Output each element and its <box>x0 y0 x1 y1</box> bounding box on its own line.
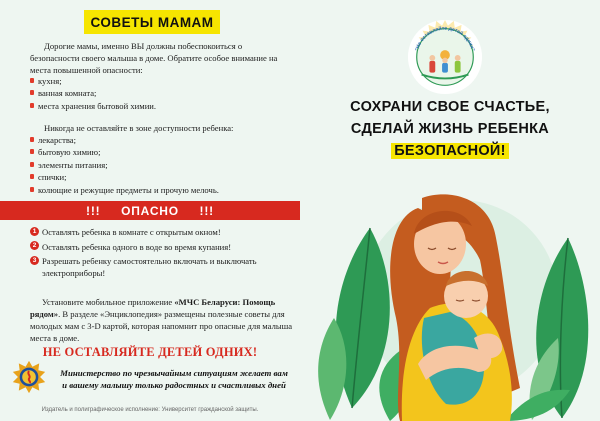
danger-text: Оставлять ребенка в комнате с открытым окном! <box>42 227 221 237</box>
danger-item <box>30 226 292 238</box>
ministry-message <box>56 368 292 391</box>
danger-label: !!! ОПАСНО !!! <box>86 203 214 218</box>
headline-line-3: БЕЗОПАСНОЙ! <box>391 143 509 159</box>
list-item: кухня; <box>30 75 292 87</box>
list-item: лекарства; <box>30 134 292 146</box>
right-page <box>300 0 600 421</box>
page-title: СОВЕТЫ МАМАМ <box>90 14 214 30</box>
app-text-part1: Установите мобильное приложение <box>42 297 175 307</box>
list-item: ванная комната; <box>30 87 292 99</box>
headline <box>300 96 600 162</box>
never-leave-intro: Никогда не оставляйте в зоне доступности ребенка: <box>44 123 234 133</box>
title-banner <box>84 10 220 34</box>
campaign-logo <box>406 18 484 96</box>
headline-line-2: СДЕЛАЙ ЖИЗНЬ РЕБЕНКА <box>350 121 550 137</box>
list-item: спички; <box>30 171 292 183</box>
list-item: места хранения бытовой химии. <box>30 100 292 112</box>
ministry-line-1: Министерство по чрезвычайным ситуациям желает вам <box>60 368 288 378</box>
mchs-emblem-icon <box>12 360 46 394</box>
app-text-part2: . В разделе «Энциклопедия» размещены полезные советы для молодых мам с 3-D картой, которая напомнит про опасные для малыша места в доме. <box>30 309 293 343</box>
app-name: «МЧС Беларуси: Помощь рядом» <box>30 297 276 319</box>
number-badge: 3 <box>30 256 39 265</box>
list-item: бытовую химию; <box>30 146 292 158</box>
danger-item <box>30 255 292 279</box>
list-item: элементы питания; <box>30 159 292 171</box>
number-badge: 2 <box>30 241 39 250</box>
logo-text: "Не оставляйте детей одних" <box>414 25 476 52</box>
danger-text: Оставлять ребенка одного в воде во время купания! <box>42 241 232 252</box>
danger-places-list <box>30 75 292 112</box>
items-list <box>30 134 292 196</box>
intro-paragraph: Дорогие мамы, именно ВЫ должны побеспокоиться о безопасности своего малыша в доме. Обратите особое внимание на места повышенной опасности: <box>30 41 278 75</box>
number-badge: 1 <box>30 227 39 236</box>
list-item: колющие и режущие предметы и прочую мелочь. <box>30 184 292 196</box>
app-paragraph <box>30 296 294 344</box>
mother-child-illustration <box>300 168 600 421</box>
danger-text: Разрешать ребенку самостоятельно включать и выключать электроприборы! <box>42 256 257 278</box>
headline-line-1: СОХРАНИ СВОЕ СЧАСТЬЕ, <box>350 99 550 115</box>
publisher-note: Издатель и полиграфическое исполнение: Университет гражданской защиты. <box>41 407 259 413</box>
danger-banner <box>0 201 300 220</box>
danger-item <box>30 241 292 253</box>
no-leave-heading: НЕ ОСТАВЛЯЙТЕ ДЕТЕЙ ОДНИХ! <box>42 345 258 359</box>
ministry-line-2: и вашему малышу только радостных и счастливых дней <box>62 379 286 390</box>
dangers-list <box>30 226 292 282</box>
